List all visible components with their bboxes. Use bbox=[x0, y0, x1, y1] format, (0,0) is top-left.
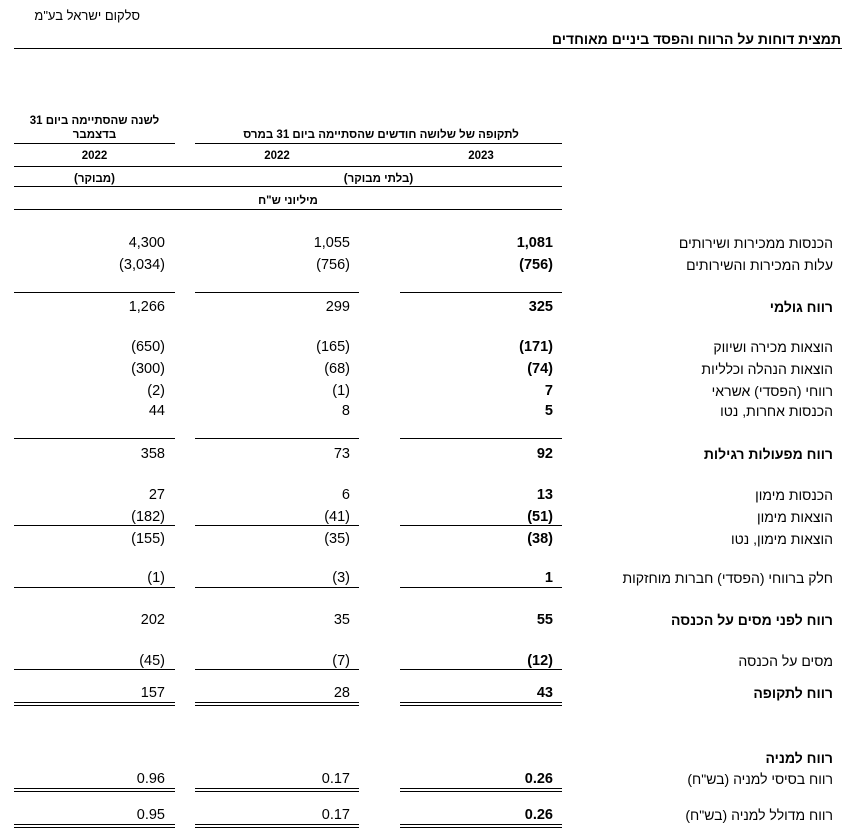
cell-value: 73 bbox=[333, 446, 350, 462]
year-period-heading-line1: לשנה שהסתיימה ביום 31 bbox=[29, 115, 160, 127]
audit-row-rule bbox=[14, 186, 562, 187]
row-label-eps-heading: רווח למניה bbox=[765, 750, 833, 766]
cell-value: 358 bbox=[140, 446, 165, 462]
col1-year: 2023 bbox=[468, 150, 494, 162]
company-name: סלקום ישראל בע"מ bbox=[34, 8, 140, 23]
subtotal-rule bbox=[400, 438, 562, 439]
cell-value: (756) bbox=[519, 257, 553, 273]
total-double-rule bbox=[14, 702, 175, 706]
cell-value: 0.17 bbox=[321, 807, 350, 823]
row-label-cost-of-sales: עלות המכירות והשירותים bbox=[686, 257, 833, 273]
subtotal-rule bbox=[14, 587, 175, 588]
total-double-rule bbox=[400, 788, 562, 792]
cell-value: 202 bbox=[140, 612, 165, 628]
cell-value: 35 bbox=[333, 612, 350, 628]
subtotal-rule bbox=[195, 438, 359, 439]
cell-value: 7 bbox=[544, 383, 553, 399]
cell-value: 5 bbox=[544, 403, 553, 419]
cell-value: 28 bbox=[333, 685, 350, 701]
subtotal-rule bbox=[14, 292, 175, 293]
row-label-gross-profit: רווח גולמי bbox=[769, 299, 833, 315]
row-label-other-income: הכנסות אחרות, נטו bbox=[720, 403, 833, 419]
year-row-rule bbox=[14, 166, 562, 167]
row-label-credit-losses: רווחי (הפסדי) אשראי bbox=[711, 383, 833, 399]
year-period-heading-line2: בדצמבר bbox=[72, 129, 117, 141]
cell-value: 299 bbox=[325, 299, 350, 315]
row-label-profit-before-tax: רווח לפני מסים על הכנסה bbox=[671, 612, 833, 628]
subtotal-rule bbox=[400, 587, 562, 588]
row-label-operating-profit: רווח מפעולות רגילות bbox=[703, 446, 833, 462]
cell-value: 1,266 bbox=[128, 299, 165, 315]
subtotal-rule bbox=[14, 525, 175, 526]
cell-value: (300) bbox=[131, 361, 165, 377]
quarter-period-heading: לתקופה של שלושה חודשים שהסתיימה ביום 31 במרס bbox=[243, 129, 519, 141]
subtotal-rule bbox=[14, 438, 175, 439]
cell-value: 4,300 bbox=[128, 235, 165, 251]
cell-value: 13 bbox=[536, 487, 553, 503]
row-label-finance-net: הוצאות מימון, נטו bbox=[731, 531, 833, 547]
units-row-rule bbox=[14, 209, 562, 210]
total-double-rule bbox=[195, 824, 359, 828]
cell-value: (171) bbox=[519, 339, 553, 355]
total-double-rule bbox=[400, 702, 562, 706]
cell-value: (3,034) bbox=[119, 257, 165, 273]
total-double-rule bbox=[400, 824, 562, 828]
total-double-rule bbox=[14, 824, 175, 828]
cell-value: 1,081 bbox=[516, 235, 553, 251]
subtotal-rule bbox=[400, 669, 562, 670]
cell-value: 44 bbox=[148, 403, 165, 419]
cell-value: (35) bbox=[324, 531, 350, 547]
subtotal-rule bbox=[195, 525, 359, 526]
cell-value: (38) bbox=[527, 531, 553, 547]
cell-value: 43 bbox=[536, 685, 553, 701]
cell-value: (74) bbox=[527, 361, 553, 377]
cell-value: 325 bbox=[528, 299, 553, 315]
cell-value: 55 bbox=[536, 612, 553, 628]
cell-value: (12) bbox=[527, 653, 553, 669]
cell-value: (41) bbox=[324, 509, 350, 525]
cell-value: (51) bbox=[527, 509, 553, 525]
cell-value: (1) bbox=[147, 570, 165, 586]
cell-value: (68) bbox=[324, 361, 350, 377]
cell-value: 1,055 bbox=[313, 235, 350, 251]
subtotal-rule bbox=[195, 669, 359, 670]
cell-value: (165) bbox=[316, 339, 350, 355]
col2-year: 2022 bbox=[264, 150, 290, 162]
year-heading-rule bbox=[14, 143, 175, 144]
units-label: מיליוני ש"ח bbox=[258, 195, 318, 207]
cell-value: 0.26 bbox=[524, 807, 553, 823]
cell-value: (45) bbox=[139, 653, 165, 669]
row-label-admin-expenses: הוצאות הנהלה וכלליות bbox=[701, 361, 833, 377]
row-label-revenues: הכנסות ממכירות ושירותים bbox=[678, 235, 833, 251]
cell-value: 157 bbox=[140, 685, 165, 701]
cell-value: 0.95 bbox=[136, 807, 165, 823]
quarter-heading-rule bbox=[195, 143, 562, 144]
row-label-equity-investees: חלק ברווחי (הפסדי) חברות מוחזקות bbox=[622, 570, 833, 586]
cell-value: (756) bbox=[316, 257, 350, 273]
col3-year: 2022 bbox=[81, 150, 108, 162]
cell-value: 0.17 bbox=[321, 771, 350, 787]
row-label-finance-income: הכנסות מימון bbox=[755, 487, 833, 503]
row-label-finance-expenses: הוצאות מימון bbox=[757, 509, 833, 525]
row-label-income-tax: מסים על הכנסה bbox=[738, 653, 833, 669]
unaudited-label: (בלתי מבוקר) bbox=[343, 173, 414, 185]
report-title: תמצית דוחות על הרווח והפסד ביניים מאוחדים bbox=[551, 31, 841, 47]
cell-value: (2) bbox=[147, 383, 165, 399]
cell-value: 27 bbox=[148, 487, 165, 503]
row-label-diluted-eps: רווח מדולל למניה (בש"ח) bbox=[685, 807, 833, 823]
subtotal-rule bbox=[400, 292, 562, 293]
cell-value: 1 bbox=[544, 570, 553, 586]
total-double-rule bbox=[195, 788, 359, 792]
cell-value: 0.26 bbox=[524, 771, 553, 787]
row-label-selling-expenses: הוצאות מכירה ושיווק bbox=[713, 339, 833, 355]
subtotal-rule bbox=[195, 292, 359, 293]
cell-value: 92 bbox=[536, 446, 553, 462]
cell-value: 0.96 bbox=[136, 771, 165, 787]
subtotal-rule bbox=[14, 669, 175, 670]
total-double-rule bbox=[14, 788, 175, 792]
cell-value: 6 bbox=[341, 487, 350, 503]
cell-value: (182) bbox=[131, 509, 165, 525]
cell-value: (3) bbox=[332, 570, 350, 586]
row-label-profit-for-period: רווח לתקופה bbox=[753, 685, 833, 701]
subtotal-rule bbox=[195, 587, 359, 588]
cell-value: (650) bbox=[131, 339, 165, 355]
cell-value: (1) bbox=[332, 383, 350, 399]
cell-value: (7) bbox=[332, 653, 350, 669]
cell-value: 8 bbox=[341, 403, 350, 419]
title-underline bbox=[14, 48, 842, 49]
subtotal-rule bbox=[400, 525, 562, 526]
audited-label: (מבוקר) bbox=[74, 173, 115, 185]
row-label-basic-eps: רווח בסיסי למניה (בש"ח) bbox=[687, 771, 833, 787]
total-double-rule bbox=[195, 702, 359, 706]
cell-value: (155) bbox=[131, 531, 165, 547]
